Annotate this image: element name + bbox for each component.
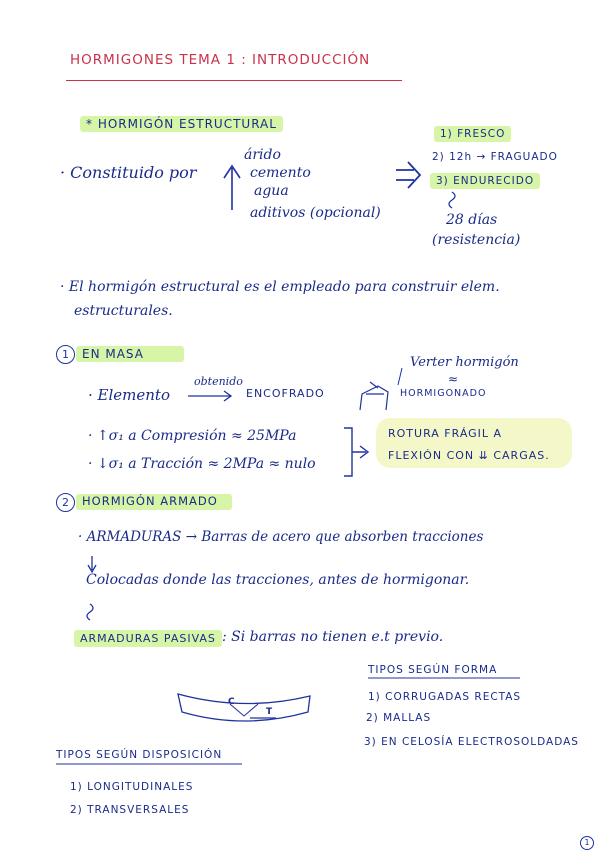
element-target: ENCOFRADO [246, 387, 325, 400]
types-shape-item-1: 1) CORRUGADAS RECTAS [368, 691, 522, 703]
failure-line-2: FLEXIÓN CON ⇊ CARGAS. [388, 449, 550, 462]
page-title: HORMIGONES TEMA 1 : INTRODUCCIÓN [70, 52, 371, 68]
component-cement: cemento [250, 165, 311, 181]
pour-approx: ≈ [448, 372, 459, 386]
constituted-by-label: · Constituido por [60, 163, 197, 182]
beam-label-traction: T [266, 707, 273, 717]
types-disposition-heading: TIPOS SEGÚN DISPOSICIÓN [56, 749, 223, 761]
armaduras-line: · ARMADURAS → Barras de acero que absorben tracciones [78, 529, 484, 545]
types-disposition-item-1: 1) LONGITUDINALES [70, 781, 194, 793]
stage-time: 28 días [446, 212, 498, 228]
definition-line-1: · El hormigón estructural es el empleado para construir elem. [60, 279, 500, 295]
section-number-2: 2 [56, 493, 75, 512]
definition-line-2: estructurales. [74, 303, 173, 319]
component-aggregate: árido [244, 147, 281, 163]
compression-line: · ↑σ₁ a Compresión ≈ 25MPa [88, 428, 297, 444]
passive-text: : Si barras no tienen e.t previo. [222, 629, 444, 645]
component-water: agua [254, 183, 289, 199]
element-label: · Elemento [88, 386, 170, 404]
types-shape-item-3: 3) EN CELOSÍA ELECTROSOLDADAS [364, 736, 579, 748]
heading-reinforced-concrete: HORMIGÓN ARMADO [76, 494, 232, 510]
stage-hardened-text: 3) ENDURECIDO [430, 173, 540, 189]
types-disposition-item-2: 2) TRANSVERSALES [70, 804, 190, 816]
types-shape-heading: TIPOS SEGÚN FORMA [368, 664, 498, 676]
stage-fresh-text: 1) FRESCO [434, 126, 511, 142]
page-number: 1 [580, 836, 594, 850]
stage-hardened [430, 176, 540, 187]
heading-mass-concrete: EN MASA [76, 346, 184, 362]
heading-structural-concrete: * HORMIGÓN ESTRUCTURAL [80, 116, 283, 132]
section-number-1: 1 [56, 345, 75, 364]
pour-word: HORMIGONADO [400, 388, 487, 399]
traction-line: · ↓σ₁ a Tracción ≈ 2MPa ≈ nulo [88, 456, 316, 472]
types-shape-item-2: 2) MALLAS [366, 712, 432, 724]
stage-fresh [434, 129, 511, 140]
stage-note: (resistencia) [432, 232, 521, 248]
element-arrow-label: obtenido [194, 375, 243, 388]
pour-label: Verter hormigón [410, 355, 519, 370]
passive-label-text: ARMADURAS PASIVAS [74, 630, 222, 647]
failure-line-1: ROTURA FRÁGIL A [388, 427, 503, 440]
placed-line: Colocadas donde las tracciones, antes de hormigonar. [86, 572, 470, 588]
passive-label [74, 633, 222, 644]
stage-setting: 2) 12h → FRAGUADO [432, 151, 558, 163]
component-additives: aditivos (opcional) [250, 205, 381, 221]
beam-label-compression: C [228, 697, 235, 707]
